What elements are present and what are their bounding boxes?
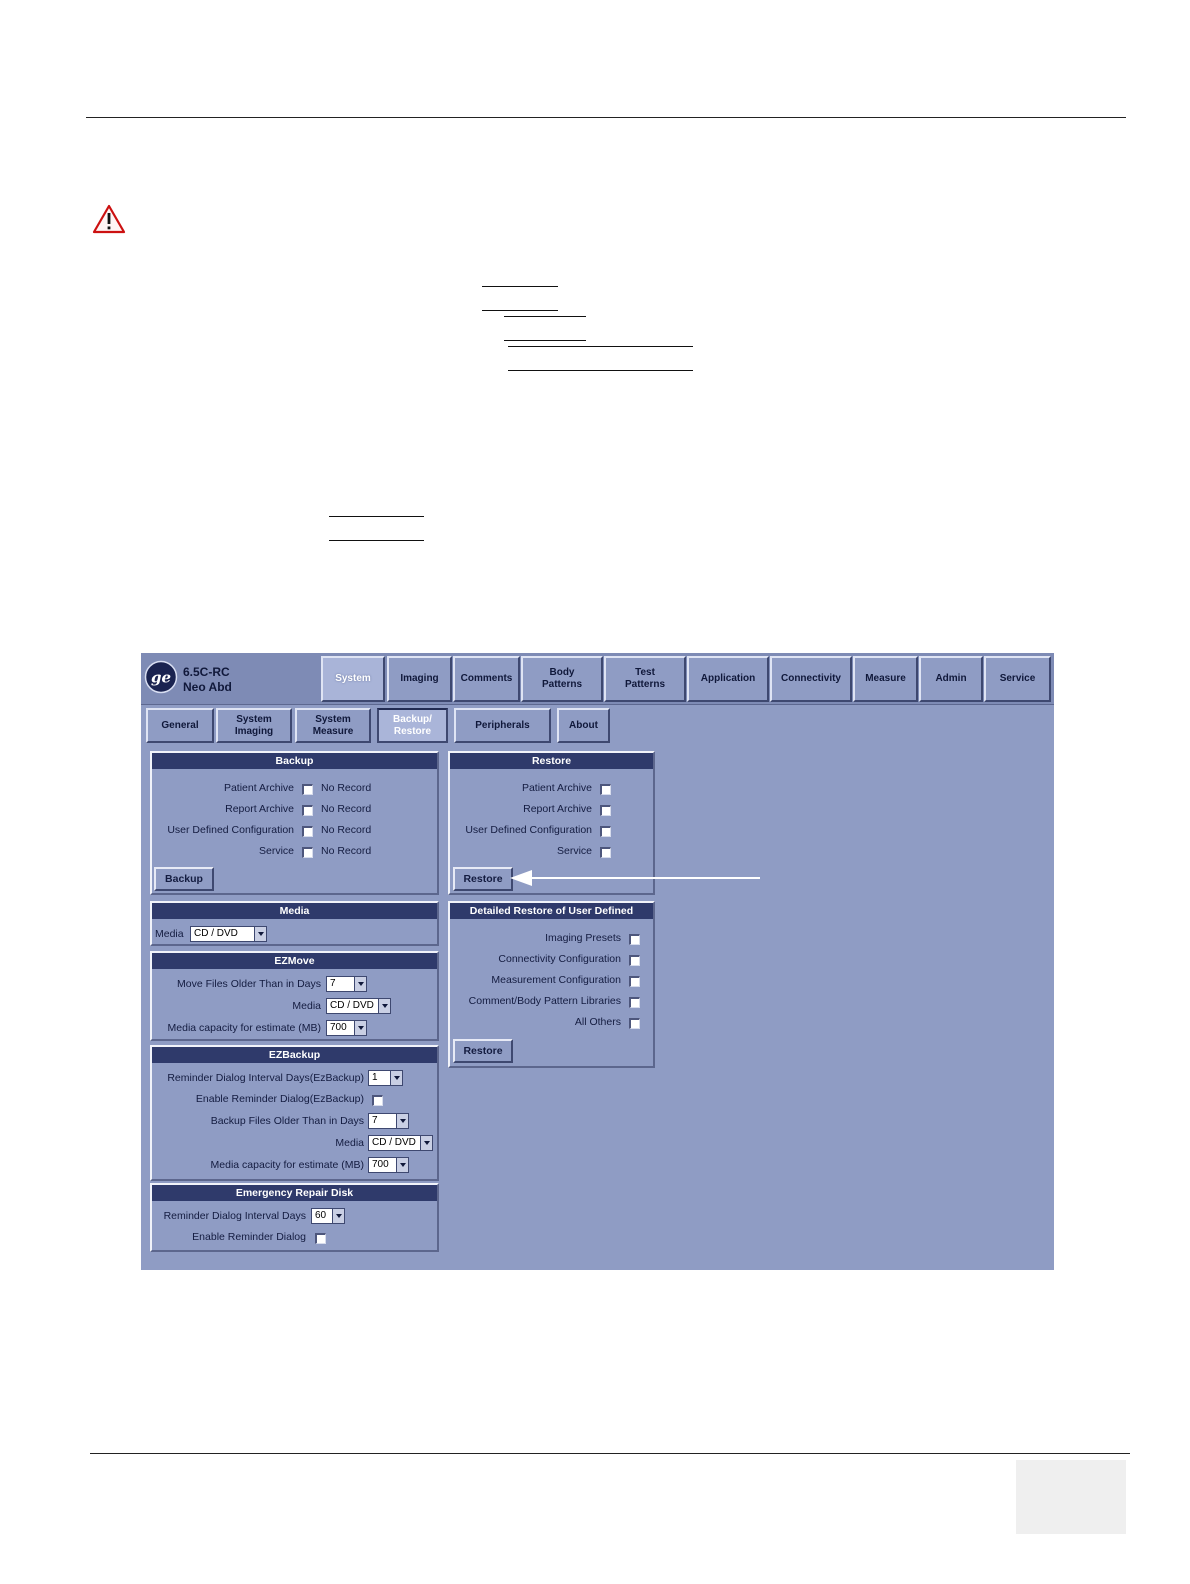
tab-comments[interactable]: Comments	[453, 656, 520, 702]
ezbackup-reminder-value: 1	[372, 1072, 378, 1083]
underline-1	[482, 286, 558, 287]
detailed-restore-title: Detailed Restore of User Defined	[450, 903, 653, 919]
restore-report-archive-label: Report Archive	[523, 803, 592, 815]
detailed-connectivity-label: Connectivity Configuration	[498, 953, 621, 965]
subtab-about[interactable]: About	[557, 708, 610, 743]
chevron-down-icon	[378, 999, 390, 1013]
tab-service[interactable]: Service	[984, 656, 1051, 702]
erd-reminder-label: Reminder Dialog Interval Days	[163, 1210, 306, 1222]
backup-user-config-status: No Record	[321, 824, 372, 836]
tab-admin[interactable]: Admin	[919, 656, 983, 702]
detailed-connectivity-checkbox[interactable]	[629, 955, 640, 966]
ezmove-days-label: Move Files Older Than in Days	[177, 978, 321, 990]
ezbackup-panel-title: EZBackup	[152, 1047, 437, 1063]
underline-4	[504, 340, 586, 341]
ezbackup-capacity-label: Media capacity for estimate (MB)	[210, 1159, 364, 1171]
ultrasound-utility-screen	[141, 653, 1054, 1270]
chevron-down-icon	[420, 1136, 432, 1150]
backup-report-archive-checkbox[interactable]	[302, 805, 313, 816]
subtab-general[interactable]: General	[146, 708, 214, 743]
backup-button[interactable]: Backup	[154, 867, 214, 891]
tab-connectivity[interactable]: Connectivity	[770, 656, 852, 702]
ezbackup-panel	[150, 1045, 439, 1181]
underline-3	[504, 316, 586, 317]
chevron-down-icon	[254, 927, 266, 941]
tab-application[interactable]: Application	[687, 656, 769, 702]
ezmove-capacity-label: Media capacity for estimate (MB)	[167, 1022, 321, 1034]
detailed-imaging-presets-label: Imaging Presets	[545, 932, 621, 944]
underline-8	[329, 540, 424, 541]
ezbackup-reminder-select[interactable]	[368, 1070, 403, 1086]
subtab-system-measure[interactable]: System Measure	[295, 708, 371, 743]
ezbackup-capacity-select[interactable]	[368, 1157, 409, 1173]
svg-text:ge: ge	[150, 668, 172, 687]
detailed-measurement-checkbox[interactable]	[629, 976, 640, 987]
restore-user-config-checkbox[interactable]	[600, 826, 611, 837]
media-label: Media	[155, 928, 184, 940]
callout-arrow-icon	[508, 868, 763, 888]
backup-user-config-label: User Defined Configuration	[167, 824, 294, 836]
subtab-system-imaging[interactable]: System Imaging	[216, 708, 292, 743]
media-panel	[150, 901, 439, 946]
backup-panel-title: Backup	[152, 753, 437, 769]
restore-patient-archive-checkbox[interactable]	[600, 784, 611, 795]
ezmove-capacity-value: 700	[330, 1022, 347, 1033]
detailed-restore-button[interactable]: Restore	[453, 1039, 513, 1063]
backup-patient-archive-label: Patient Archive	[223, 782, 294, 794]
backup-patient-archive-checkbox[interactable]	[302, 784, 313, 795]
restore-panel-title: Restore	[450, 753, 653, 769]
page-number-box	[1016, 1460, 1126, 1534]
header-rule	[86, 117, 1126, 118]
media-select[interactable]	[190, 926, 267, 942]
restore-user-config-label: User Defined Configuration	[465, 824, 592, 836]
footer-rule	[90, 1453, 1130, 1454]
ezbackup-media-value: CD / DVD	[372, 1137, 416, 1148]
backup-service-label: Service	[258, 845, 294, 857]
ezbackup-files-label: Backup Files Older Than in Days	[210, 1115, 364, 1127]
ezbackup-media-select[interactable]	[368, 1135, 433, 1151]
detailed-restore-panel	[448, 901, 655, 1068]
detailed-all-others-checkbox[interactable]	[629, 1018, 640, 1029]
ezmove-panel-title: EZMove	[152, 953, 437, 969]
emergency-repair-disk-panel	[150, 1183, 439, 1252]
ezbackup-files-select[interactable]	[368, 1113, 409, 1129]
tab-body-patterns[interactable]: Body Patterns	[521, 656, 603, 702]
media-panel-title: Media	[152, 903, 437, 919]
chevron-down-icon	[396, 1158, 408, 1172]
ezbackup-media-label: Media	[335, 1137, 364, 1149]
underline-2	[482, 310, 558, 311]
backup-panel	[150, 751, 439, 895]
probe-name: Neo Abd	[183, 680, 232, 694]
ezmove-media-value: CD / DVD	[330, 1000, 374, 1011]
chevron-down-icon	[332, 1209, 344, 1223]
subtab-peripherals[interactable]: Peripherals	[454, 708, 551, 743]
backup-service-status: No Record	[321, 845, 372, 857]
restore-patient-archive-label: Patient Archive	[521, 782, 592, 794]
tab-system[interactable]: System	[321, 656, 385, 702]
erd-enable-checkbox[interactable]	[315, 1233, 326, 1244]
detailed-all-others-label: All Others	[574, 1016, 621, 1028]
underline-6	[508, 370, 693, 371]
detailed-imaging-presets-checkbox[interactable]	[629, 934, 640, 945]
backup-user-config-checkbox[interactable]	[302, 826, 313, 837]
ezmove-capacity-select[interactable]	[326, 1020, 367, 1036]
backup-report-archive-label: Report Archive	[225, 803, 294, 815]
detailed-libraries-checkbox[interactable]	[629, 997, 640, 1008]
tab-measure[interactable]: Measure	[853, 656, 918, 702]
ezmove-days-value: 7	[330, 978, 336, 989]
detailed-measurement-label: Measurement Configuration	[491, 974, 621, 986]
chevron-down-icon	[354, 977, 366, 991]
warning-triangle-icon	[92, 204, 126, 234]
erd-reminder-value: 60	[315, 1210, 327, 1221]
ezbackup-capacity-value: 700	[372, 1159, 389, 1170]
chevron-down-icon	[354, 1021, 366, 1035]
erd-enable-label: Enable Reminder Dialog	[192, 1231, 306, 1243]
chevron-down-icon	[390, 1071, 402, 1085]
ezmove-media-label: Media	[292, 1000, 321, 1012]
underline-7	[329, 516, 424, 517]
backup-report-archive-status: No Record	[321, 803, 372, 815]
model-name: 6.5C-RC	[183, 665, 230, 679]
restore-service-label: Service	[556, 845, 592, 857]
restore-report-archive-checkbox[interactable]	[600, 805, 611, 816]
underline-5	[508, 346, 693, 347]
ge-logo-icon	[144, 660, 178, 694]
ezmove-media-select[interactable]	[326, 998, 391, 1014]
subtab-backup-restore[interactable]: Backup/ Restore	[377, 708, 448, 743]
restore-button[interactable]: Restore	[453, 867, 513, 891]
detailed-libraries-label: Comment/Body Pattern Libraries	[468, 995, 621, 1007]
erd-reminder-select[interactable]	[311, 1208, 345, 1224]
tab-imaging[interactable]: Imaging	[387, 656, 452, 702]
chevron-down-icon	[396, 1114, 408, 1128]
media-select-value: CD / DVD	[194, 928, 238, 939]
ezbackup-files-value: 7	[372, 1115, 378, 1126]
backup-service-checkbox[interactable]	[302, 847, 313, 858]
backup-patient-archive-status: No Record	[321, 782, 372, 794]
ezbackup-reminder-label: Reminder Dialog Interval Days(EzBackup)	[167, 1072, 364, 1084]
tab-test-patterns[interactable]: Test Patterns	[604, 656, 686, 702]
erd-panel-title: Emergency Repair Disk	[152, 1185, 437, 1201]
ezbackup-enable-label: Enable Reminder Dialog(EzBackup)	[195, 1093, 364, 1105]
model-info	[183, 665, 232, 695]
ezmove-panel	[150, 951, 439, 1041]
restore-service-checkbox[interactable]	[600, 847, 611, 858]
ezbackup-enable-checkbox[interactable]	[372, 1095, 383, 1106]
top-bar	[141, 653, 1054, 705]
ezmove-days-select[interactable]	[326, 976, 367, 992]
